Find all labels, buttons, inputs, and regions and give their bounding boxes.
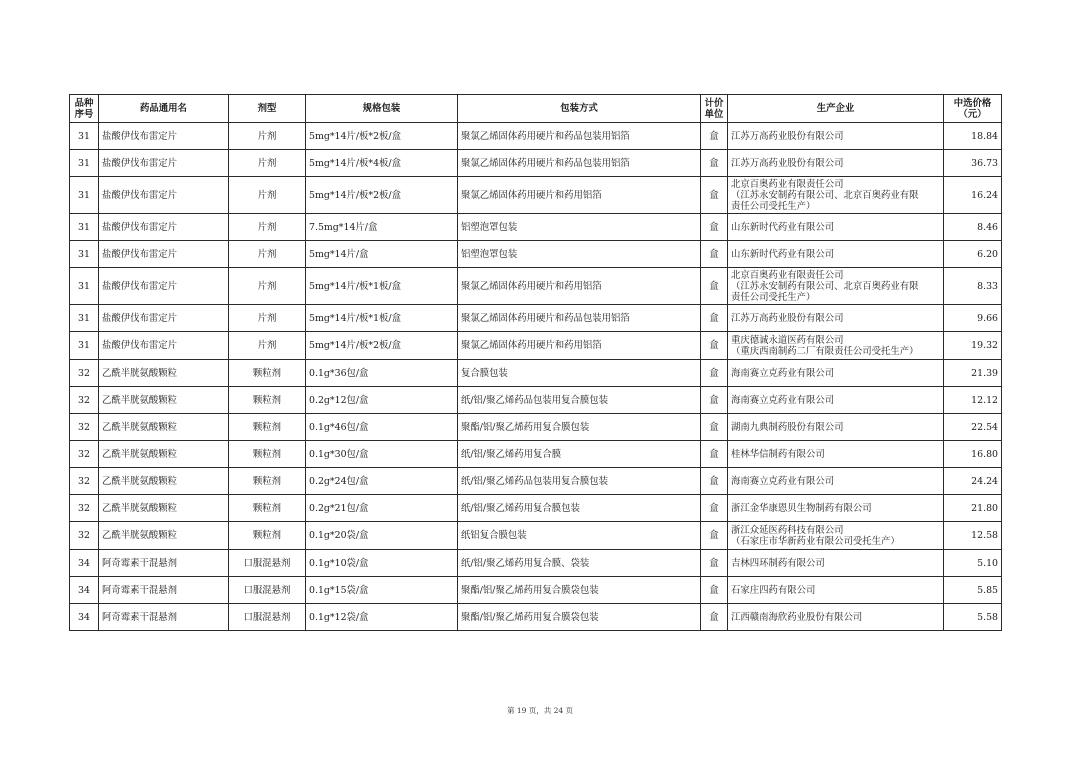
cell-packaging: 聚氯乙烯固体药用硬片和药用铝箔	[458, 177, 701, 214]
manufacturer-line: （江苏永安制药有限公司、北京百奥药业有限	[731, 280, 919, 292]
cell-serial: 34	[70, 577, 99, 604]
header-text: 药品通用名	[140, 103, 187, 114]
cell-packaging: 纸铝复合膜包装	[458, 522, 701, 550]
cell-dosage-form: 片剂	[229, 177, 306, 214]
cell-packaging: 聚酯/铝/聚乙烯药用复合膜袋包装	[458, 577, 701, 604]
cell-manufacturer	[728, 177, 944, 214]
cell-manufacturer	[728, 495, 944, 522]
table-row	[70, 550, 1002, 577]
cell-unit: 盒	[701, 332, 728, 360]
cell-spec: 7.5mg*14片/盒	[306, 214, 458, 241]
header-text: 生产企业	[816, 103, 855, 114]
manufacturer-line: 山东新时代药业有限公司	[731, 221, 835, 233]
cell-packaging: 纸/铝/聚乙烯药用复合膜	[458, 441, 701, 468]
cell-packaging: 纸/铝/聚乙烯药品包装用复合膜包装	[458, 387, 701, 414]
header-text: 规格包装	[362, 103, 401, 114]
col-header-drug-name	[99, 95, 229, 123]
table-row	[70, 150, 1002, 177]
cell-serial: 32	[70, 522, 99, 550]
cell-dosage-form: 颗粒剂	[229, 414, 306, 441]
col-header-spec	[306, 95, 458, 123]
cell-drug-name: 乙酰半胱氨酸颗粒	[99, 414, 229, 441]
table-header-row	[70, 95, 1002, 123]
manufacturer-line: （江苏永安制药有限公司、北京百奥药业有限	[731, 189, 919, 201]
table-row	[70, 441, 1002, 468]
cell-dosage-form: 颗粒剂	[229, 441, 306, 468]
cell-manufacturer	[728, 360, 944, 387]
table-row	[70, 414, 1002, 441]
manufacturer-line: 海南赛立克药业有限公司	[731, 367, 835, 379]
cell-dosage-form: 片剂	[229, 214, 306, 241]
cell-spec: 5mg*14片/板*2板/盒	[306, 177, 458, 214]
cell-manufacturer	[728, 123, 944, 150]
cell-serial: 32	[70, 468, 99, 495]
table-row	[70, 495, 1002, 522]
cell-manufacturer	[728, 414, 944, 441]
header-text: 剂型	[257, 103, 277, 114]
cell-packaging: 铝塑泡罩包装	[458, 241, 701, 268]
cell-dosage-form: 片剂	[229, 123, 306, 150]
cell-packaging: 复合膜包装	[458, 360, 701, 387]
cell-manufacturer	[728, 387, 944, 414]
cell-price: 24.24	[944, 468, 1002, 495]
page-number: 第 19 页，共 24 页	[506, 706, 574, 715]
cell-price: 19.32	[944, 332, 1002, 360]
cell-unit: 盒	[701, 468, 728, 495]
manufacturer-line: 山东新时代药业有限公司	[731, 248, 835, 260]
manufacturer-line: 浙江众延医药科技有限公司	[731, 524, 844, 536]
col-header-unit	[701, 95, 728, 123]
cell-serial: 32	[70, 360, 99, 387]
cell-serial: 34	[70, 604, 99, 631]
cell-manufacturer	[728, 268, 944, 305]
manufacturer-line: 江苏万高药业股份有限公司	[731, 312, 844, 324]
cell-serial: 31	[70, 123, 99, 150]
manufacturer-line: 北京百奥药业有限责任公司	[731, 178, 844, 190]
cell-packaging: 聚氯乙烯固体药用硬片和药品包装用铝箔	[458, 305, 701, 332]
manufacturer-line: 江西赣南海欣药业股份有限公司	[731, 611, 863, 623]
cell-drug-name: 乙酰半胱氨酸颗粒	[99, 522, 229, 550]
manufacturer-line: 江苏万高药业股份有限公司	[731, 130, 844, 142]
header-text: 计价	[704, 97, 724, 109]
cell-serial: 32	[70, 387, 99, 414]
cell-packaging: 聚酯/铝/聚乙烯药用复合膜包装	[458, 414, 701, 441]
cell-packaging: 纸/铝/聚乙烯药用复合膜包装	[458, 495, 701, 522]
cell-spec: 0.2g*12包/盒	[306, 387, 458, 414]
cell-unit: 盒	[701, 550, 728, 577]
header-text: （元）	[958, 108, 987, 120]
cell-serial: 31	[70, 150, 99, 177]
manufacturer-line: （重庆西南制药二厂有限责任公司受托生产）	[731, 345, 919, 357]
cell-drug-name: 阿奇霉素干混悬剂	[99, 577, 229, 604]
cell-unit: 盒	[701, 522, 728, 550]
manufacturer-line: （石家庄市华新药业有限公司受托生产）	[731, 535, 900, 547]
cell-spec: 5mg*14片/板*1板/盒	[306, 305, 458, 332]
cell-drug-name: 盐酸伊伐布雷定片	[99, 268, 229, 305]
cell-price: 21.80	[944, 495, 1002, 522]
header-text: 单位	[704, 108, 724, 120]
cell-drug-name: 盐酸伊伐布雷定片	[99, 123, 229, 150]
cell-packaging: 纸/铝/聚乙烯药品包装用复合膜包装	[458, 468, 701, 495]
cell-price: 16.24	[944, 177, 1002, 214]
table-row	[70, 468, 1002, 495]
cell-drug-name: 盐酸伊伐布雷定片	[99, 332, 229, 360]
cell-dosage-form: 颗粒剂	[229, 522, 306, 550]
cell-drug-name: 阿奇霉素干混悬剂	[99, 604, 229, 631]
cell-unit: 盒	[701, 150, 728, 177]
cell-serial: 32	[70, 414, 99, 441]
cell-spec: 5mg*14片/板*2板/盒	[306, 332, 458, 360]
cell-unit: 盒	[701, 123, 728, 150]
table-row	[70, 604, 1002, 631]
cell-dosage-form: 颗粒剂	[229, 387, 306, 414]
cell-price: 18.84	[944, 123, 1002, 150]
cell-manufacturer	[728, 577, 944, 604]
cell-price: 22.54	[944, 414, 1002, 441]
header-text: 序号	[74, 108, 94, 120]
cell-manufacturer	[728, 305, 944, 332]
cell-drug-name: 盐酸伊伐布雷定片	[99, 241, 229, 268]
cell-manufacturer	[728, 332, 944, 360]
cell-manufacturer	[728, 150, 944, 177]
header-text: 包装方式	[560, 103, 598, 114]
manufacturer-line: 重庆德诚永道医药有限公司	[731, 334, 844, 346]
cell-packaging: 聚氯乙烯固体药用硬片和药品包装用铝箔	[458, 123, 701, 150]
cell-unit: 盒	[701, 305, 728, 332]
cell-unit: 盒	[701, 387, 728, 414]
cell-unit: 盒	[701, 214, 728, 241]
cell-price: 16.80	[944, 441, 1002, 468]
cell-spec: 0.1g*30包/盒	[306, 441, 458, 468]
cell-packaging: 聚酯/铝/聚乙烯药用复合膜袋包装	[458, 604, 701, 631]
cell-manufacturer	[728, 604, 944, 631]
cell-serial: 31	[70, 241, 99, 268]
cell-spec: 0.1g*10袋/盒	[306, 550, 458, 577]
cell-dosage-form: 颗粒剂	[229, 468, 306, 495]
cell-unit: 盒	[701, 241, 728, 268]
cell-unit: 盒	[701, 177, 728, 214]
cell-spec: 0.1g*12袋/盒	[306, 604, 458, 631]
table-row	[70, 268, 1002, 305]
cell-drug-name: 盐酸伊伐布雷定片	[99, 177, 229, 214]
cell-spec: 0.1g*36包/盒	[306, 360, 458, 387]
cell-packaging: 聚氯乙烯固体药用硬片和药用铝箔	[458, 268, 701, 305]
cell-serial: 31	[70, 214, 99, 241]
table-body	[70, 123, 1002, 631]
cell-dosage-form: 颗粒剂	[229, 360, 306, 387]
cell-dosage-form: 口服混悬剂	[229, 550, 306, 577]
table-row	[70, 214, 1002, 241]
manufacturer-line: 责任公司受托生产）	[731, 291, 816, 303]
drug-price-table	[69, 94, 1002, 631]
table-row	[70, 177, 1002, 214]
cell-packaging: 纸/铝/聚乙烯药用复合膜、袋装	[458, 550, 701, 577]
manufacturer-line: 桂林华信制药有限公司	[731, 448, 825, 460]
cell-manufacturer	[728, 522, 944, 550]
cell-price: 9.66	[944, 305, 1002, 332]
cell-dosage-form: 片剂	[229, 268, 306, 305]
cell-drug-name: 乙酰半胱氨酸颗粒	[99, 441, 229, 468]
cell-unit: 盒	[701, 577, 728, 604]
cell-price: 8.46	[944, 214, 1002, 241]
table-row	[70, 387, 1002, 414]
cell-serial: 31	[70, 305, 99, 332]
col-header-manufacturer	[728, 95, 944, 123]
manufacturer-line: 海南赛立克药业有限公司	[731, 394, 835, 406]
cell-spec: 0.2g*21包/盒	[306, 495, 458, 522]
cell-price: 36.73	[944, 150, 1002, 177]
cell-spec: 5mg*14片/板*4板/盒	[306, 150, 458, 177]
cell-spec: 0.1g*15袋/盒	[306, 577, 458, 604]
cell-dosage-form: 片剂	[229, 241, 306, 268]
cell-unit: 盒	[701, 604, 728, 631]
table-row	[70, 305, 1002, 332]
cell-manufacturer	[728, 441, 944, 468]
cell-dosage-form: 口服混悬剂	[229, 577, 306, 604]
header-text: 品种	[74, 97, 94, 109]
manufacturer-line: 海南赛立克药业有限公司	[731, 475, 835, 487]
table-row	[70, 360, 1002, 387]
cell-dosage-form: 片剂	[229, 305, 306, 332]
cell-unit: 盒	[701, 495, 728, 522]
manufacturer-line: 吉林四环制药有限公司	[731, 557, 825, 569]
cell-drug-name: 乙酰半胱氨酸颗粒	[99, 495, 229, 522]
cell-drug-name: 阿奇霉素干混悬剂	[99, 550, 229, 577]
cell-price: 12.58	[944, 522, 1002, 550]
cell-spec: 5mg*14片/板*1板/盒	[306, 268, 458, 305]
cell-serial: 32	[70, 441, 99, 468]
cell-price: 5.10	[944, 550, 1002, 577]
cell-unit: 盒	[701, 268, 728, 305]
cell-price: 5.58	[944, 604, 1002, 631]
table-row	[70, 332, 1002, 360]
manufacturer-line: 石家庄四药有限公司	[731, 584, 816, 596]
manufacturer-line: 浙江金华康恩贝生物制药有限公司	[731, 502, 872, 514]
cell-drug-name: 盐酸伊伐布雷定片	[99, 305, 229, 332]
cell-serial: 31	[70, 177, 99, 214]
cell-serial: 31	[70, 268, 99, 305]
cell-dosage-form: 片剂	[229, 332, 306, 360]
cell-manufacturer	[728, 468, 944, 495]
manufacturer-line: 湖南九典制药股份有限公司	[731, 421, 844, 433]
cell-manufacturer	[728, 550, 944, 577]
col-header-dosage-form	[229, 95, 306, 123]
manufacturer-line: 北京百奥药业有限责任公司	[731, 269, 844, 281]
cell-packaging: 聚氯乙烯固体药用硬片和药品包装用铝箔	[458, 150, 701, 177]
cell-serial: 31	[70, 332, 99, 360]
cell-dosage-form: 片剂	[229, 150, 306, 177]
cell-price: 21.39	[944, 360, 1002, 387]
cell-serial: 34	[70, 550, 99, 577]
header-text: 中选价格	[953, 97, 992, 109]
cell-unit: 盒	[701, 441, 728, 468]
cell-dosage-form: 颗粒剂	[229, 495, 306, 522]
col-header-price	[944, 95, 1002, 123]
cell-drug-name: 盐酸伊伐布雷定片	[99, 214, 229, 241]
cell-drug-name: 盐酸伊伐布雷定片	[99, 150, 229, 177]
manufacturer-line: 责任公司受托生产）	[731, 200, 816, 212]
cell-price: 12.12	[944, 387, 1002, 414]
table-row	[70, 522, 1002, 550]
cell-unit: 盒	[701, 414, 728, 441]
cell-unit: 盒	[701, 360, 728, 387]
col-header-serial	[70, 95, 99, 123]
cell-manufacturer	[728, 241, 944, 268]
table-row	[70, 123, 1002, 150]
cell-packaging: 铝塑泡罩包装	[458, 214, 701, 241]
cell-drug-name: 乙酰半胱氨酸颗粒	[99, 360, 229, 387]
cell-price: 5.85	[944, 577, 1002, 604]
cell-serial: 32	[70, 495, 99, 522]
cell-spec: 5mg*14片/板*2板/盒	[306, 123, 458, 150]
cell-packaging: 聚氯乙烯固体药用硬片和药用铝箔	[458, 332, 701, 360]
cell-spec: 0.1g*20袋/盒	[306, 522, 458, 550]
cell-manufacturer	[728, 214, 944, 241]
cell-price: 8.33	[944, 268, 1002, 305]
cell-drug-name: 乙酰半胱氨酸颗粒	[99, 468, 229, 495]
cell-spec: 0.1g*46包/盒	[306, 414, 458, 441]
cell-price: 6.20	[944, 241, 1002, 268]
col-header-packaging	[458, 95, 701, 123]
cell-drug-name: 乙酰半胱氨酸颗粒	[99, 387, 229, 414]
cell-dosage-form: 口服混悬剂	[229, 604, 306, 631]
table-row	[70, 241, 1002, 268]
cell-spec: 0.2g*24包/盒	[306, 468, 458, 495]
table-row	[70, 577, 1002, 604]
cell-spec: 5mg*14片/盒	[306, 241, 458, 268]
manufacturer-line: 江苏万高药业股份有限公司	[731, 157, 844, 169]
